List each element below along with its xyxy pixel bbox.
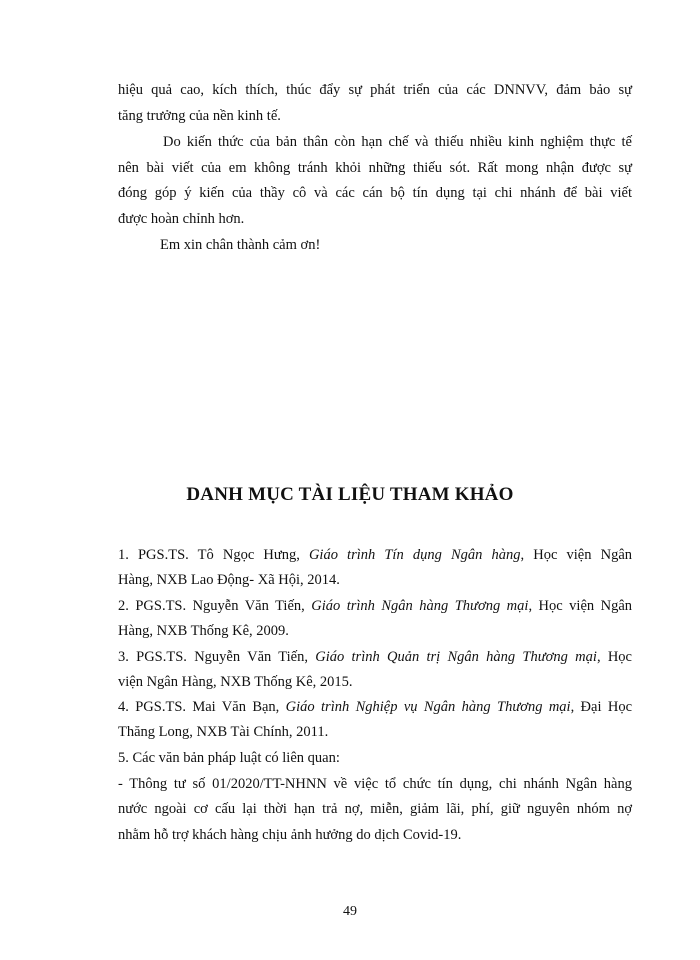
reference-4-publisher: , Đại Học	[570, 699, 633, 715]
reference-4-title: Giáo trình Nghiệp vụ Ngân hàng Thương mại	[285, 699, 571, 715]
reference-1-title: Giáo trình Tín dụng Ngân hàng	[308, 547, 521, 563]
reference-2-publisher: , Học viện Ngân	[528, 598, 633, 614]
reference-5-sub-line-1: - Thông tư số 01/2020/TT-NHNN về việc tổ chức tín dụng, chi nhánh Ngân hàng	[118, 776, 632, 792]
reference-2-authors: 2. PGS.TS. Nguyễn Văn Tiến,	[118, 598, 312, 614]
reference-item-1	[118, 546, 632, 589]
reference-1-details: Hàng, NXB Lao Động- Xã Hội, 2014.	[118, 572, 340, 588]
reference-1-authors: 1. PGS.TS. Tô Ngọc Hưng,	[118, 547, 309, 563]
closing-thanks: Em xin chân thành cảm ơn!	[160, 237, 321, 253]
paragraph-1-line-1: hiệu quả cao, kích thích, thúc đẩy sự phát triển của các DNNVV, đảm bảo sự	[118, 82, 632, 98]
reference-2-title: Giáo trình Ngân hàng Thương mại	[311, 598, 529, 614]
reference-item-2	[118, 597, 632, 640]
reference-3-title: Giáo trình Quản trị Ngân hàng Thương mại	[315, 649, 597, 665]
reference-5-sub-line-2: nước ngoài cơ cấu lại thời hạn trả nợ, miễn, giảm lãi, phí, giữ nguyên nhóm nợ	[118, 801, 632, 817]
reference-5-sub-line-3: nhằm hỗ trợ khách hàng chịu ảnh hưởng do dịch Covid-19.	[118, 827, 462, 843]
reference-1-publisher: , Học viện Ngân	[520, 547, 633, 563]
reference-item-3	[118, 648, 632, 691]
reference-2-details: Hàng, NXB Thống Kê, 2009.	[118, 623, 289, 639]
reference-3-publisher: , Học	[596, 649, 632, 665]
paragraph-2-line-2: nên bài viết của em không tránh khỏi những thiếu sót. Rất mong nhận được sự	[118, 160, 632, 176]
paragraph-2-line-3: đóng góp ý kiến của thầy cô và các cán bộ tín dụng tại chi nhánh để bài viết	[118, 185, 632, 201]
reference-item-4	[118, 698, 632, 741]
reference-4-authors: 4. PGS.TS. Mai Văn Bạn,	[118, 699, 286, 715]
reference-item-5: 5. Các văn bản pháp luật có liên quan:	[118, 750, 340, 766]
paragraph-1-line-2: tăng trưởng của nền kinh tế.	[118, 108, 281, 124]
reference-3-authors: 3. PGS.TS. Nguyễn Văn Tiến,	[118, 649, 316, 665]
paragraph-2-line-4: được hoàn chỉnh hơn.	[118, 211, 245, 227]
page-number: 49	[343, 904, 357, 919]
references-heading: DANH MỤC TÀI LIỆU THAM KHẢO	[186, 484, 514, 505]
reference-4-details: Thăng Long, NXB Tài Chính, 2011.	[118, 724, 329, 740]
reference-3-details: viện Ngân Hàng, NXB Thống Kê, 2015.	[118, 674, 353, 690]
paragraph-2-line-1: Do kiến thức của bản thân còn hạn chế và thiếu nhiều kinh nghiệm thực tế	[163, 134, 632, 150]
